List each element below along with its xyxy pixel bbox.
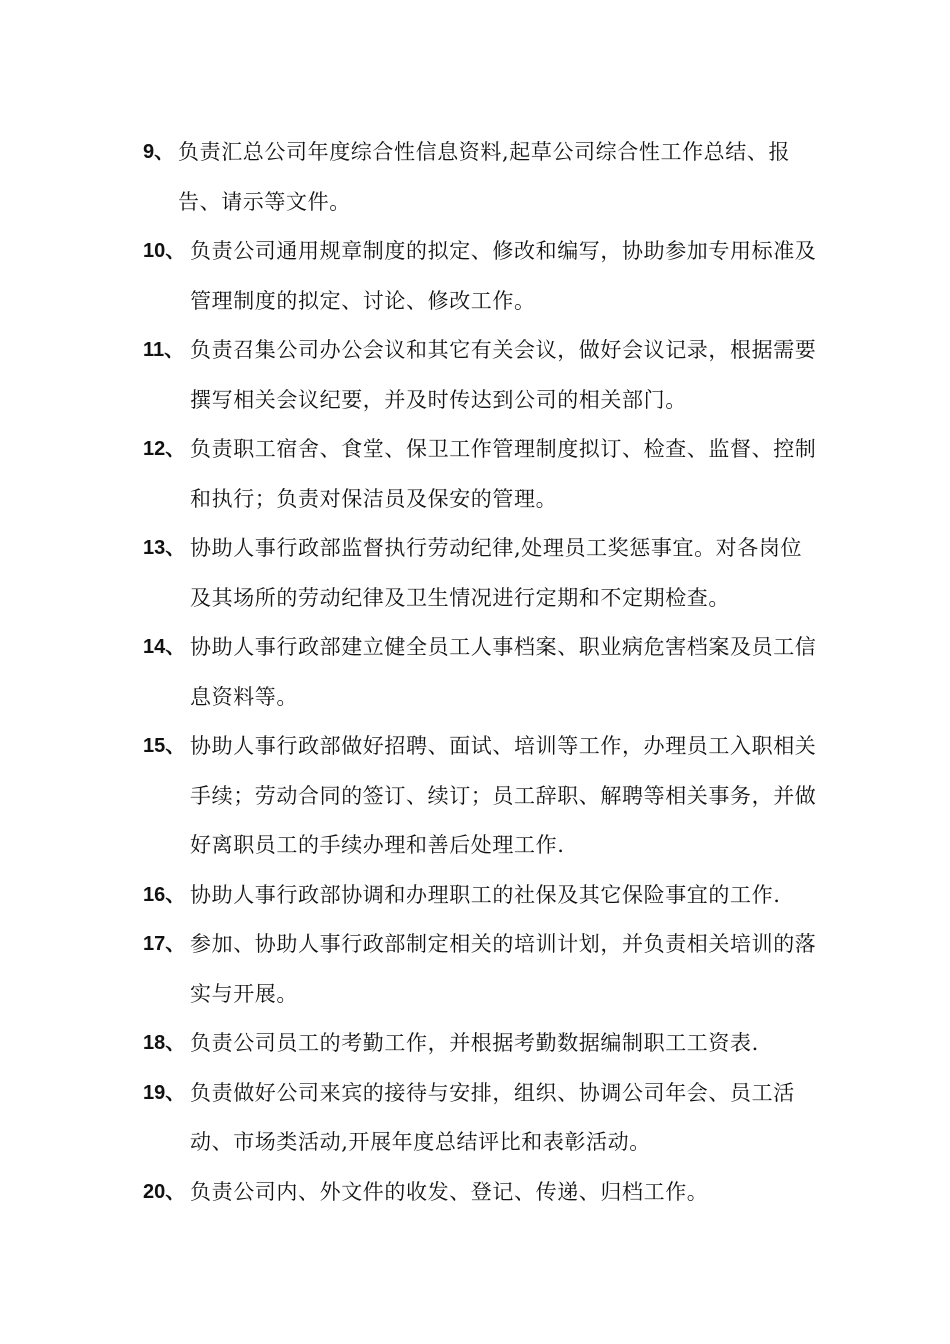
list-item [143, 326, 823, 425]
item-number: 15、 [143, 735, 186, 757]
item-text: 协助人事行政部协调和办理职工的社保及其它保险事宜的工作. [190, 882, 781, 907]
item-number: 12、 [143, 438, 186, 460]
item-number: 14、 [143, 636, 186, 658]
item-text: 负责召集公司办公会议和其它有关会议，做好会议记录，根据需要撰写相关会议纪要，并及时传达到公司的相关部门。 [190, 338, 817, 412]
item-number: 10、 [143, 240, 186, 262]
list-item [143, 871, 823, 921]
item-number: 19、 [143, 1081, 186, 1104]
item-text: 负责做好公司来宾的接待与安排，组织、协调公司年会、员工活动、市场类活动,开展年度总结评比和表彰活动。 [190, 1080, 795, 1154]
list-item [143, 722, 823, 871]
item-text: 协助人事行政部监督执行劳动纪律,处理员工奖惩事宜。对各岗位及其场所的劳动纪律及卫生情况进行定期和不定期检查。 [190, 536, 803, 610]
item-text: 协助人事行政部做好招聘、面试、培训等工作，办理员工入职相关手续；劳动合同的签订、续订；员工辞职、解聘等相关事务，并做好离职员工的手续办理和善后处理工作. [190, 734, 817, 857]
item-text: 协助人事行政部建立健全员工人事档案、职业病危害档案及员工信息资料等。 [190, 635, 817, 709]
item-number: 18、 [143, 1032, 186, 1054]
list-item [143, 524, 823, 623]
item-text: 负责汇总公司年度综合性信息资料,起草公司综合性工作总结、报告、请示等文件。 [178, 140, 791, 214]
item-text: 负责公司通用规章制度的拟定、修改和编写，协助参加专用标准及管理制度的拟定、讨论、修改工作。 [190, 239, 817, 313]
item-text: 负责公司内、外文件的收发、登记、传递、归档工作。 [190, 1179, 709, 1204]
duty-list [143, 128, 823, 1217]
list-item [143, 1168, 823, 1218]
item-text: 参加、协助人事行政部制定相关的培训计划，并负责相关培训的落实与开展。 [190, 932, 817, 1006]
list-item [143, 623, 823, 722]
list-item [143, 425, 823, 524]
item-number: 17、 [143, 933, 186, 955]
list-item [143, 1069, 823, 1168]
item-number: 16、 [143, 883, 186, 906]
item-number: 11、 [143, 339, 185, 361]
item-text: 负责公司员工的考勤工作，并根据考勤数据编制职工工资表. [190, 1031, 759, 1055]
list-item [143, 920, 823, 1019]
item-number: 9、 [143, 141, 175, 163]
item-number: 13、 [143, 537, 186, 559]
list-item [143, 1019, 823, 1069]
list-item [143, 227, 823, 326]
item-text: 负责职工宿舍、食堂、保卫工作管理制度拟订、检查、监督、控制和执行；负责对保洁员及保安的管理。 [190, 437, 817, 511]
list-item [143, 128, 823, 227]
item-number: 20、 [143, 1180, 186, 1203]
